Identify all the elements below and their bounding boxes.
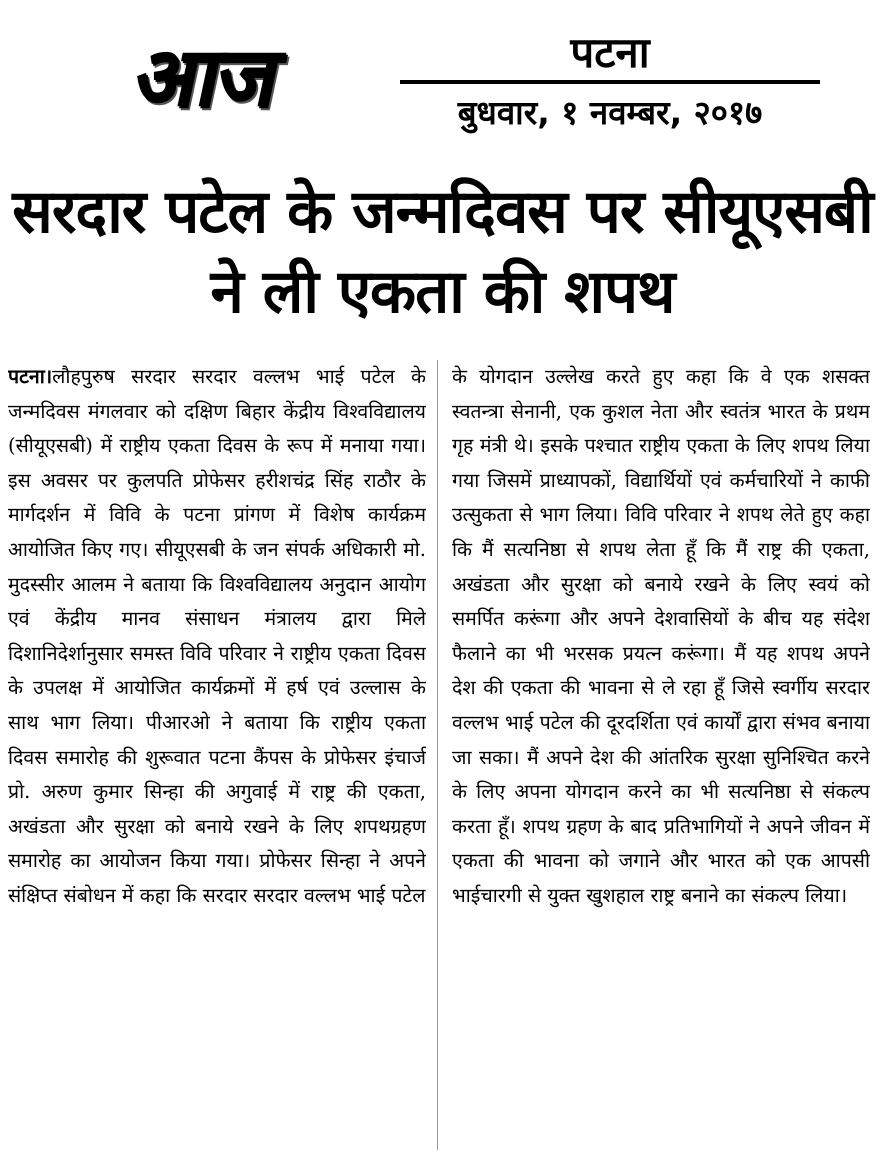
headline-line-1: सरदार पटेल के जन्मदिवस पर सीयूएसबी xyxy=(12,177,873,247)
article-dateline: पटना। xyxy=(8,365,53,388)
newspaper-logo: आज xyxy=(126,30,287,125)
edition-city: पटना xyxy=(570,28,650,77)
article-column-1-text: लौहपुरुष सरदार सरदार वल्लभ भाई पटेल के जन्मदिवस मंगलवार को दक्षिण बिहार केंद्रीय विश्वविद्यालय (सीयूएसबी) में राष्ट्रीय एकता दिवस के रूप में मनाया गया। इस अवसर पर कुलपति प्रोफेसर हरीशचंद्र सिंह राठौर के मार्गदर्शन में विवि के पटना प्रांगण में विशेष कार्यक्रम आयोजित किए गए। सीयूएसबी के जन संपर्क अधिकारी मो. मुदस्सीर आलम ने बताया कि विश्वविद्यालय अनुदान आयोग एवं केंद्रीय मानव संसाधन मंत्रालय द्वारा मिले दिशानिदेर्शानुसार समस्त विवि परिवार ने राष्ट्रीय एकता दिवस के उपलक्ष में आयोजित कार्यक्रमों में हर्ष एवं उल्लास के साथ भाग लिया। पीआरओ ने बताया कि राष्ट्रीय एकता दिवस समारोह की शुरूवात पटना कैंपस के प्रोफेसर इंचार्ज प्रो. अरुण कुमार सिन्हा की अगुवाई में राष्ट्र की एकता, अखंडता और सुरक्षा को बनाये रखने के लिए शपथग्रहण समारोह का आयोजन किया गया। प्रोफेसर सिन्हा ने अपने संक्षिप्त संबोधन में कहा कि सरदार सरदार वल्लभ भाई पटेल xyxy=(8,365,426,907)
column-divider xyxy=(437,360,438,1150)
article-column-1 xyxy=(8,360,426,1160)
headline-line-2: ने ली एकता की शपथ xyxy=(210,257,675,327)
edition-date: बुधवार, १ नवम्बर, २०१७ xyxy=(457,93,763,132)
article-column-2 xyxy=(452,360,870,1160)
article-column-2-text: के योगदान उल्लेख करते हुए कहा कि वे एक शसक्त स्वतन्त्रा सेनानी, एक कुशल नेता और स्वतंत्र भारत के प्रथम गृह मंत्री थे। इसके पश्चात राष्ट्रीय एकता के लिए शपथ लिया गया जिसमें प्राध्यापकों, विद्यार्थियों एवं कर्मचारियों ने काफी उत्सुकता से भाग लिया। विवि परिवार ने शपथ लेते हुए कहा कि मैं सत्यनिष्ठा से शपथ लेता हूँ कि मैं राष्ट्र की एकता, अखंडता और सुरक्षा को बनाये रखने के लिए स्वयं को समर्पित करूंगा और अपने देशवासियों के बीच यह संदेश फैलाने का भी भरसक प्रयत्न करूंगा। मैं यह शपथ अपने देश की एकता की भावना से ले रहा हूँ जिसे स्वर्गीय सरदार वल्लभ भाई पटेल की दूरदर्शिता एवं कार्यों द्वारा संभव बनाया जा सका। मैं अपने देश की आंतरिक सुरक्षा सुनिश्चित करने के लिए अपना योगदान करने का भी सत्यनिष्ठा से संकल्प करता हूँ। शपथ ग्रहण के बाद प्रतिभागियों ने अपने जीवन में एकता की भावना को जगाने और भारत को एक आपसी भाईचारगी से युक्त खुशहाल राष्ट्र बनाने का संकल्प लिया। xyxy=(452,365,870,907)
article-headline xyxy=(10,172,875,332)
masthead-divider xyxy=(400,80,820,84)
